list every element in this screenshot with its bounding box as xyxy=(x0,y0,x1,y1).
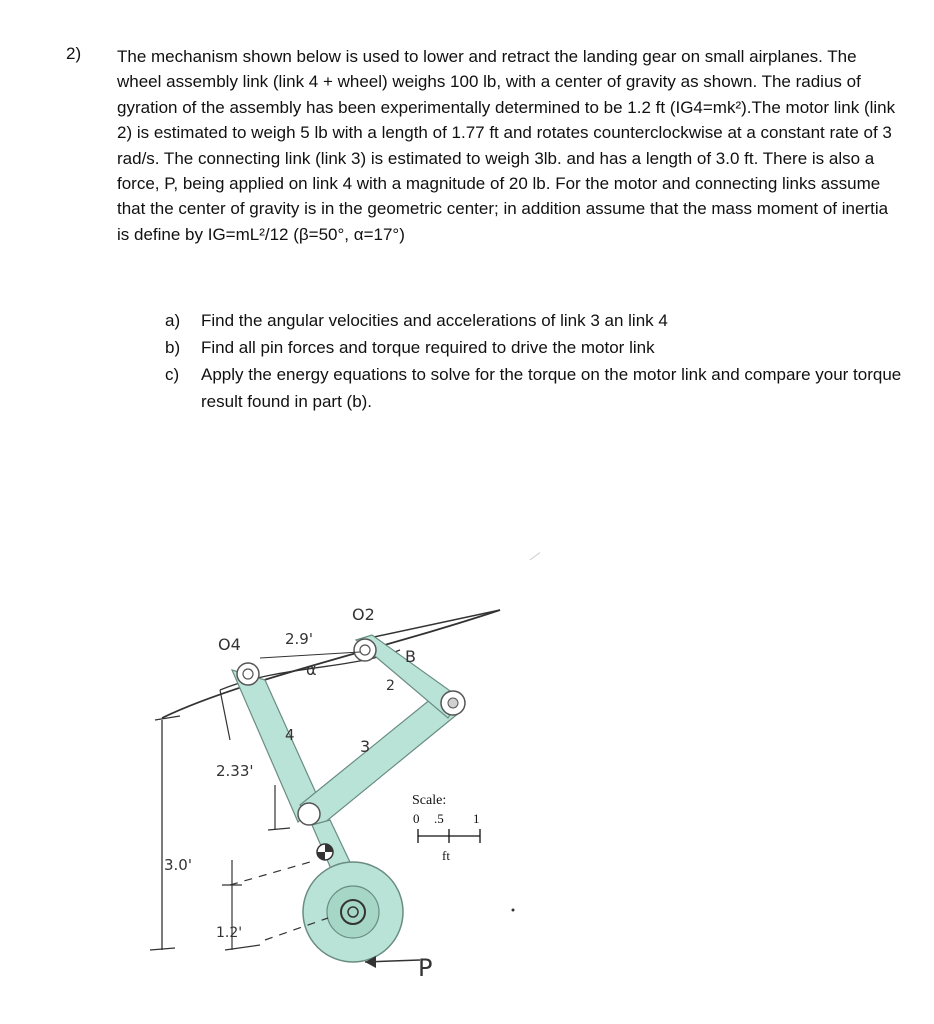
label-alpha: α xyxy=(306,660,317,679)
label-o4: O4 xyxy=(218,635,241,654)
label-force-p: P xyxy=(418,954,433,982)
cg-horizontal-dash xyxy=(230,862,310,885)
wing-line xyxy=(360,610,500,640)
label-dim-233: 2.33' xyxy=(216,762,254,780)
part-b xyxy=(165,334,905,361)
part-a-label: a) xyxy=(165,311,181,330)
label-dim-top: 2.9' xyxy=(285,630,313,648)
stray-dot xyxy=(512,909,515,912)
label-beta: B xyxy=(405,647,416,666)
mechanism-figure xyxy=(120,540,540,1005)
pin-o4-outer xyxy=(237,663,259,685)
scale-tick-0: 0 xyxy=(413,811,420,826)
part-b-text: Find all pin forces and torque required to drive the motor link xyxy=(201,338,655,357)
question-parts xyxy=(165,307,905,415)
scale-title: Scale: xyxy=(412,793,447,808)
label-link-2: 2 xyxy=(386,678,395,694)
dim-233-cap xyxy=(268,828,290,830)
scale-unit: ft xyxy=(442,848,450,863)
dim-233-line xyxy=(220,690,230,740)
scale-tick-1: 1 xyxy=(473,811,480,826)
label-link-4: 4 xyxy=(285,726,295,744)
part-c-label: c) xyxy=(165,365,180,384)
part-c-text: Apply the energy equations to solve for the torque on the motor link and compare your torque result found in part (b). xyxy=(201,365,902,411)
label-link-3: 3 xyxy=(360,737,371,756)
part-a-text: Find the angular velocities and accelerations of link 3 an link 4 xyxy=(201,311,668,330)
part-c xyxy=(165,361,905,415)
faint-mark xyxy=(530,545,540,560)
problem-number: 2) xyxy=(66,44,82,63)
dim-12-cap xyxy=(225,945,260,950)
label-o2: O2 xyxy=(352,605,375,624)
label-dim-30: 3.0' xyxy=(164,856,192,874)
pin-a-inner xyxy=(448,698,458,708)
pin-b xyxy=(298,803,320,825)
label-dim-12: 1.2' xyxy=(216,925,243,941)
scale-tick-05: .5 xyxy=(434,811,444,826)
dim-cap-top xyxy=(155,716,180,720)
pin-o2-outer xyxy=(354,639,376,661)
part-a xyxy=(165,307,905,334)
wheel-rim xyxy=(327,886,379,938)
part-b-label: b) xyxy=(165,338,181,357)
problem-statement: The mechanism shown below is used to lower and retract the landing gear on small airplanes. The wheel assembly link (link 4 + wheel) weighs 100 lb, with a center of gravity as shown. The radius of gyration of the assembly has been experimentally determined to be 1.2 ft (IG4=mk²).The motor link (link 2) is estimated to weigh 5 lb with a length of 1.77 ft and rotates counterclockwise at a constant rate of 3 rad/s. The connecting link (link 3) is estimated to weigh 3lb. and has a length of 3.0 ft. There is also a force, P, being applied on link 4 with a magnitude of 20 lb. For the motor and connecting links assume that the center of gravity is in the geometric center; in addition assume that the mass moment of inertia is define by IG=mL²/12 (β=50°, α=17°) xyxy=(117,47,896,244)
